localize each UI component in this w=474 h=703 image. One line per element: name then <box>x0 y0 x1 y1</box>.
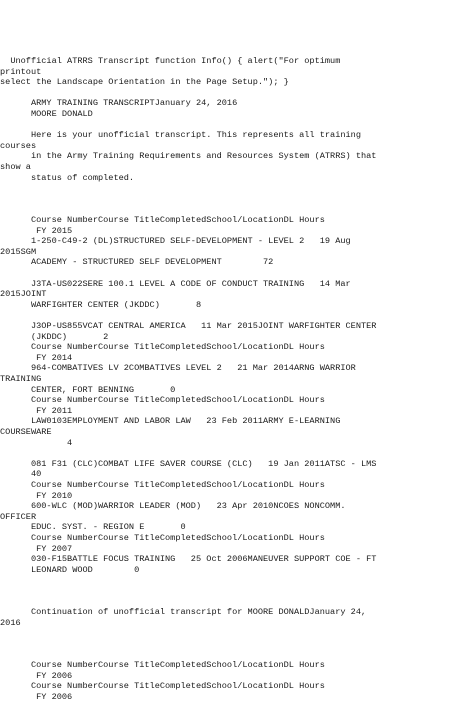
transcript-line: 2016 <box>0 617 21 628</box>
transcript-line: ARMY TRAINING TRANSCRIPTJanuary 24, 2016 <box>0 98 238 109</box>
transcript-line: 964-COMBATIVES LV 2COMBATIVES LEVEL 2 21 Mar 2014ARNG WARRIOR <box>0 363 356 374</box>
transcript-line: 081 F31 (CLC)COMBAT LIFE SAVER COURSE (CLC) 19 Jan 2011ATSC - LMS <box>0 458 377 469</box>
transcript-line: FY 2006 <box>0 670 73 681</box>
transcript-line: FY 2014 <box>0 352 73 363</box>
transcript-line: Here is your unofficial transcript. This represents all training <box>0 130 361 141</box>
transcript-line: COURSEWARE <box>0 427 52 437</box>
transcript-line: FY 2015 <box>0 225 73 236</box>
transcript-line: Course NumberCourse TitleCompletedSchool/LocationDL Hours <box>0 533 325 543</box>
transcript-line: Course NumberCourse TitleCompletedSchool/LocationDL Hours <box>0 660 325 671</box>
transcript-line: FY 2006 <box>0 692 73 702</box>
transcript-line: LEONARD WOOD 0 <box>0 564 140 575</box>
transcript-line: WARFIGHTER CENTER (JKDDC) 8 <box>0 299 202 310</box>
transcript-line: MOORE DONALD <box>0 109 93 119</box>
transcript-line: Course NumberCourse TitleCompletedSchool/LocationDL Hours <box>0 681 325 692</box>
transcript-line: 4 <box>0 437 73 448</box>
transcript-line: Continuation of unofficial transcript for MOORE DONALDJanuary 24, <box>0 607 367 618</box>
transcript-line: select the Landscape Orientation in the Page Setup."); } <box>0 77 289 88</box>
transcript-line: TRAINING <box>0 374 42 384</box>
transcript-line: (JKDDC) 2 <box>0 331 109 342</box>
transcript-line: 2015JOINT <box>0 289 47 300</box>
transcript-line: OFFICER <box>0 511 37 522</box>
transcript-line: LAW0103EMPLOYMENT AND LABOR LAW 23 Feb 2011ARMY E-LEARNING <box>0 416 341 427</box>
transcript-line: J3TA-US022SERE 100.1 LEVEL A CODE OF CONDUCT TRAINING 14 Mar <box>0 278 351 289</box>
transcript-line: show a <box>0 162 31 172</box>
transcript-line: FY 2007 <box>0 543 73 554</box>
transcript-line: Course NumberCourse TitleCompletedSchool/LocationDL Hours <box>0 480 325 490</box>
transcript-line: J3OP-US855VCAT CENTRAL AMERICA 11 Mar 2015JOINT WARFIGHTER CENTER <box>0 321 377 331</box>
transcript-line: 600-WLC (MOD)WARRIOR LEADER (MOD) 23 Apr 2010NCOES NONCOMM. <box>0 501 346 512</box>
transcript-line: 40 <box>0 469 42 480</box>
transcript-line: Unofficial ATRRS Transcript function Info() { alert("For optimum <box>0 56 341 66</box>
transcript-line: 2015SGM <box>0 246 37 257</box>
transcript-line: Course NumberCourse TitleCompletedSchool/LocationDL Hours <box>0 395 325 406</box>
transcript-line: in the Army Training Requirements and Resources System (ATRRS) that <box>0 151 377 162</box>
transcript-line: FY 2011 <box>0 405 73 416</box>
transcript-line: EDUC. SYST. - REGION E 0 <box>0 522 186 533</box>
transcript-line: status of completed. <box>0 172 135 183</box>
transcript-line: 1-250-C49-2 (DL)STRUCTURED SELF-DEVELOPMENT - LEVEL 2 19 Aug <box>0 236 351 247</box>
transcript-line: courses <box>0 140 37 151</box>
transcript-line: Course NumberCourse TitleCompletedSchool/LocationDL Hours <box>0 342 325 353</box>
transcript-line: printout <box>0 66 42 77</box>
transcript-line: 030-F15BATTLE FOCUS TRAINING 25 Oct 2006MANEUVER SUPPORT COE - FT <box>0 554 377 565</box>
transcript-line: Course NumberCourse TitleCompletedSchool/LocationDL Hours <box>0 215 325 225</box>
transcript-line: CENTER, FORT BENNING 0 <box>0 384 176 395</box>
transcript-line: ACADEMY - STRUCTURED SELF DEVELOPMENT 72 <box>0 257 274 268</box>
transcript-line: FY 2010 <box>0 490 73 501</box>
